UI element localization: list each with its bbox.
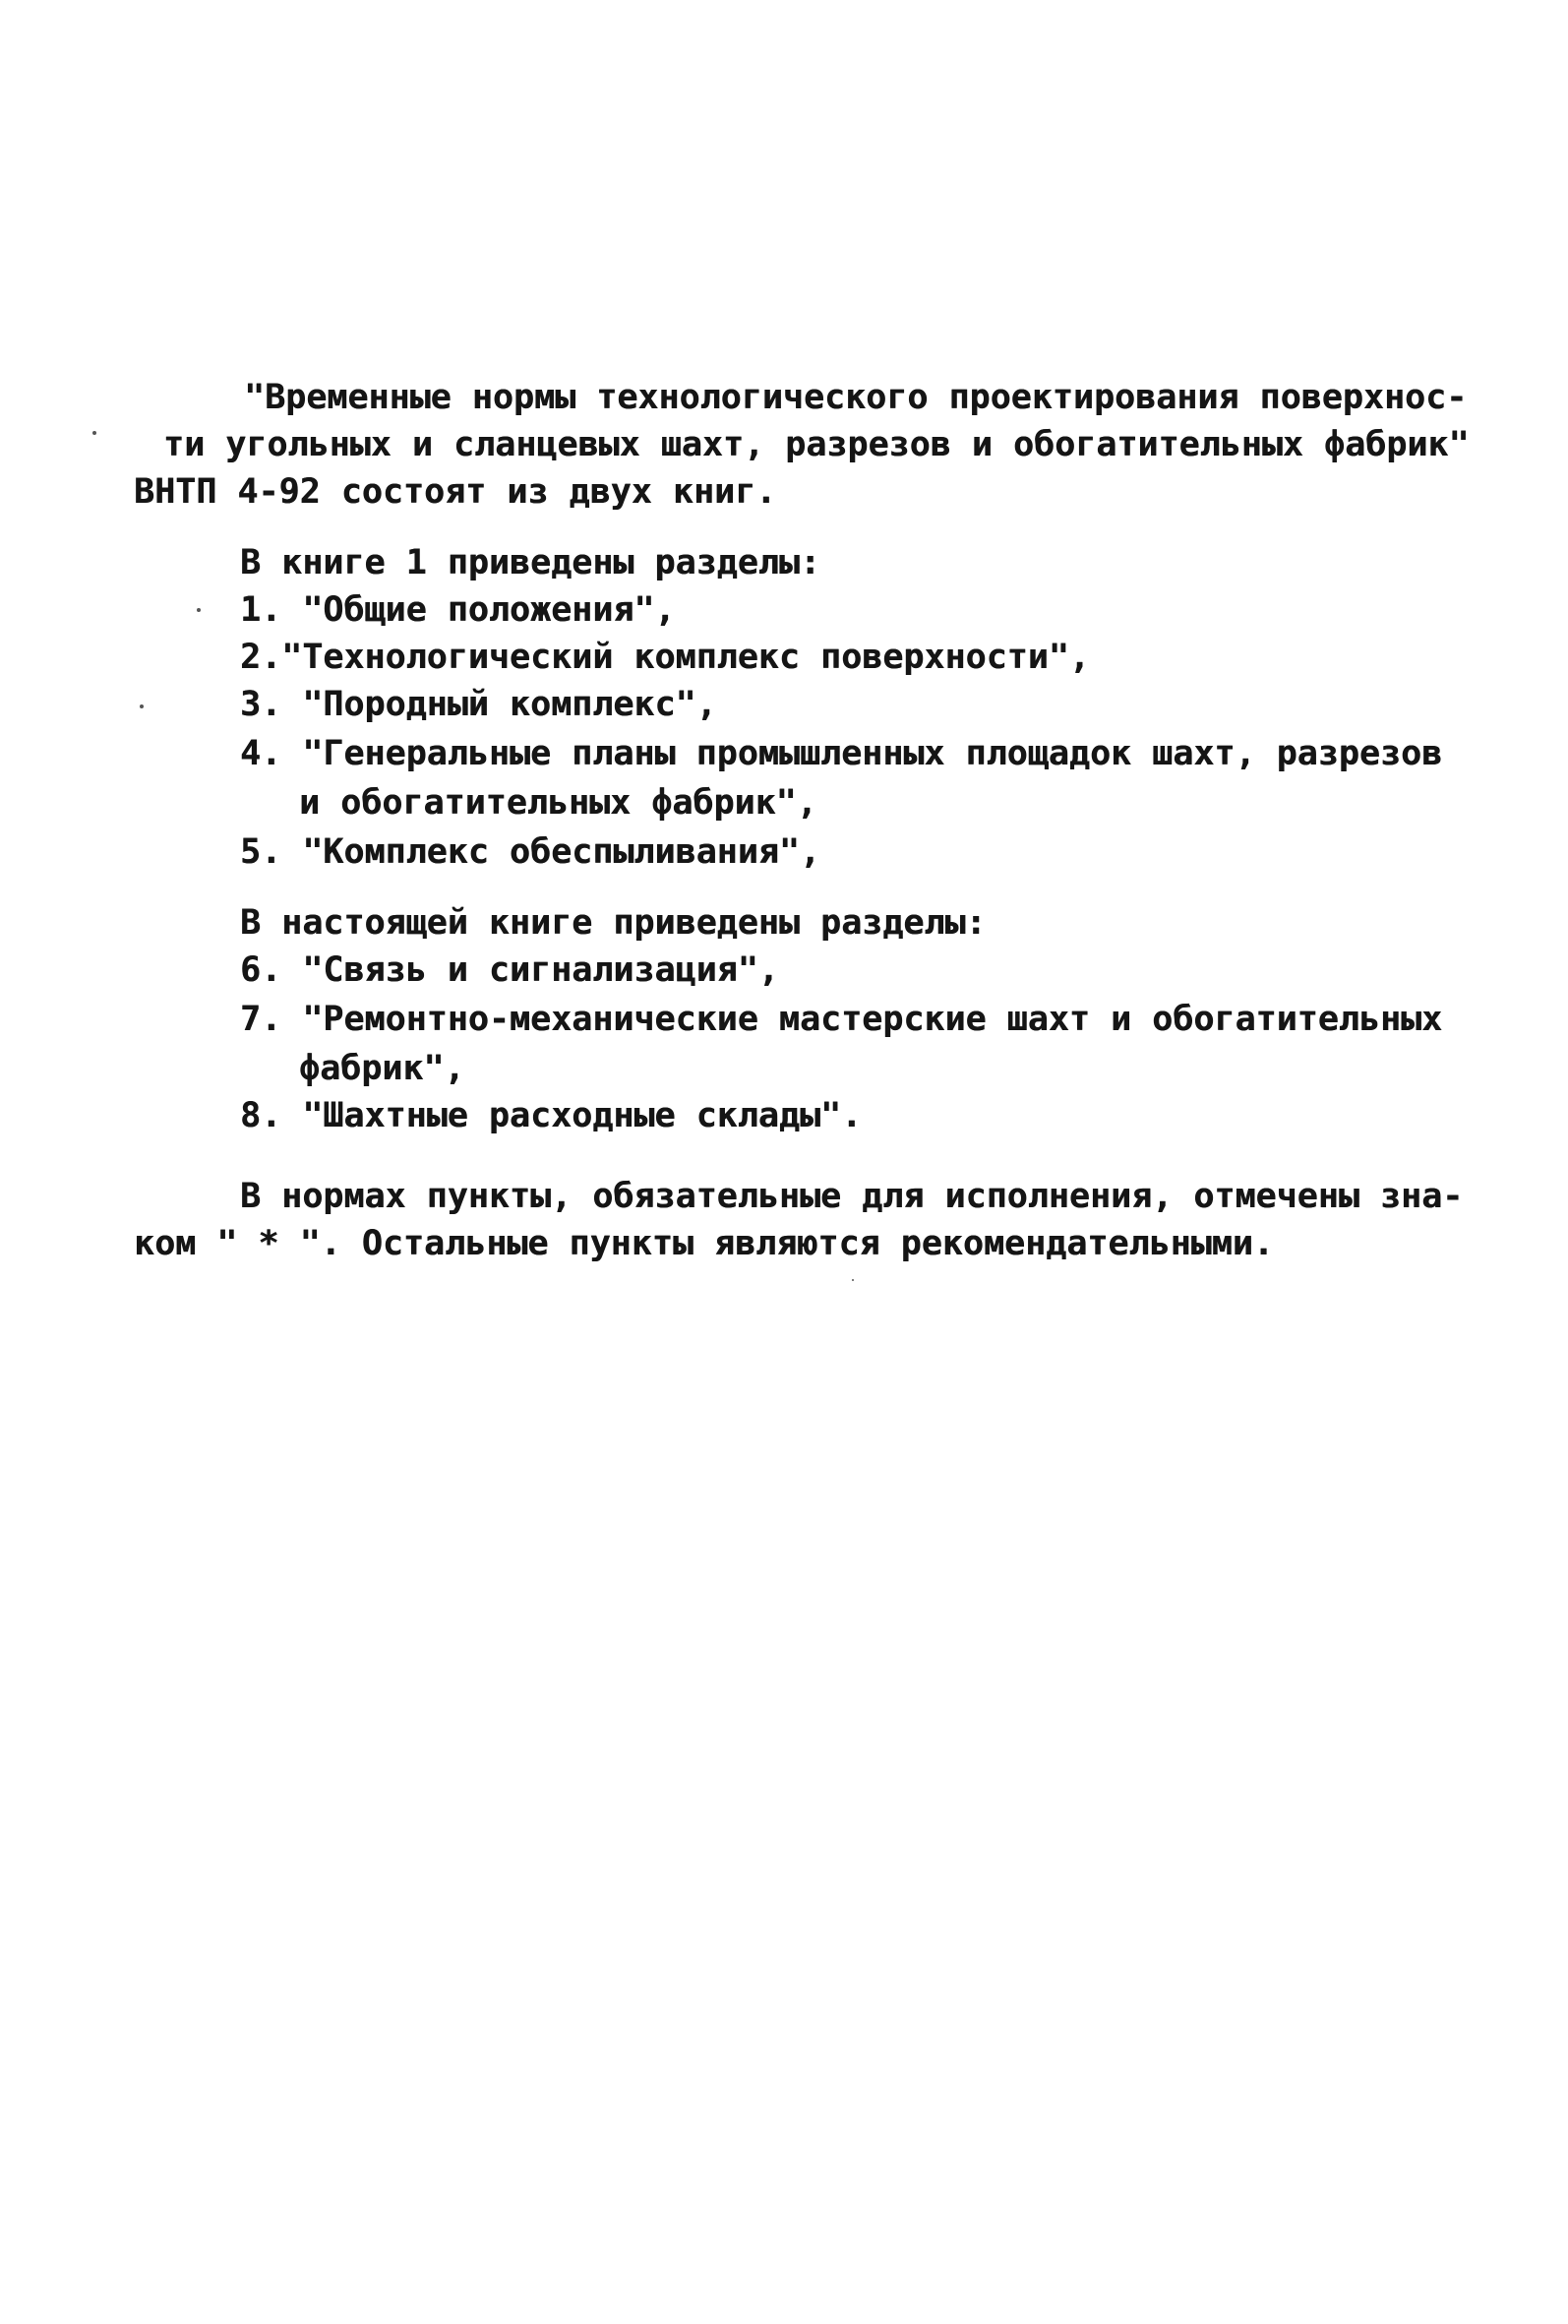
book1-heading: В книге 1 приведены разделы: [240,543,821,582]
book1-item-1: 1. "Общие положения", [240,590,676,630]
book2-item-6: 6. "Связь и сигнализация", [240,950,779,990]
note-line-1: В нормах пункты, обязательные для исполнения, отмечены зна- [240,1177,1464,1216]
scan-speck [92,431,96,435]
note-line-2: ком " * ". Остальные пункты являются рекомендательными. [134,1224,1274,1263]
book1-item-4: 4. "Генеральные планы промышленных площадок шахт, разрезов [240,734,1443,773]
book2-heading: В настоящей книге приведены разделы: [240,903,987,943]
book2-item-7-continued: фабрик", [299,1049,465,1088]
book1-item-4-continued: и обогатительных фабрик", [299,783,817,823]
book2-item-7: 7. "Ремонтно-механические мастерские шахт и обогатительных [240,1000,1443,1039]
scan-speck [852,1279,854,1281]
book2-item-8: 8. "Шахтные расходные склады". [240,1096,863,1135]
scan-speck [140,704,144,708]
intro-line-1: "Временные нормы технологического проектирования поверхнос- [244,378,1468,417]
intro-line-2: ти угольных и сланцевых шахт, разрезов и обогатительных фабрик" [163,425,1470,464]
book1-item-5: 5. "Комплекс обеспыливания", [240,832,821,872]
book1-item-3: 3. "Породный комплекс", [240,685,717,724]
book1-item-2: 2."Технологический комплекс поверхности", [240,638,1090,677]
scan-speck [197,608,201,612]
intro-line-3: ВНТП 4-92 состоят из двух книг. [134,472,777,512]
